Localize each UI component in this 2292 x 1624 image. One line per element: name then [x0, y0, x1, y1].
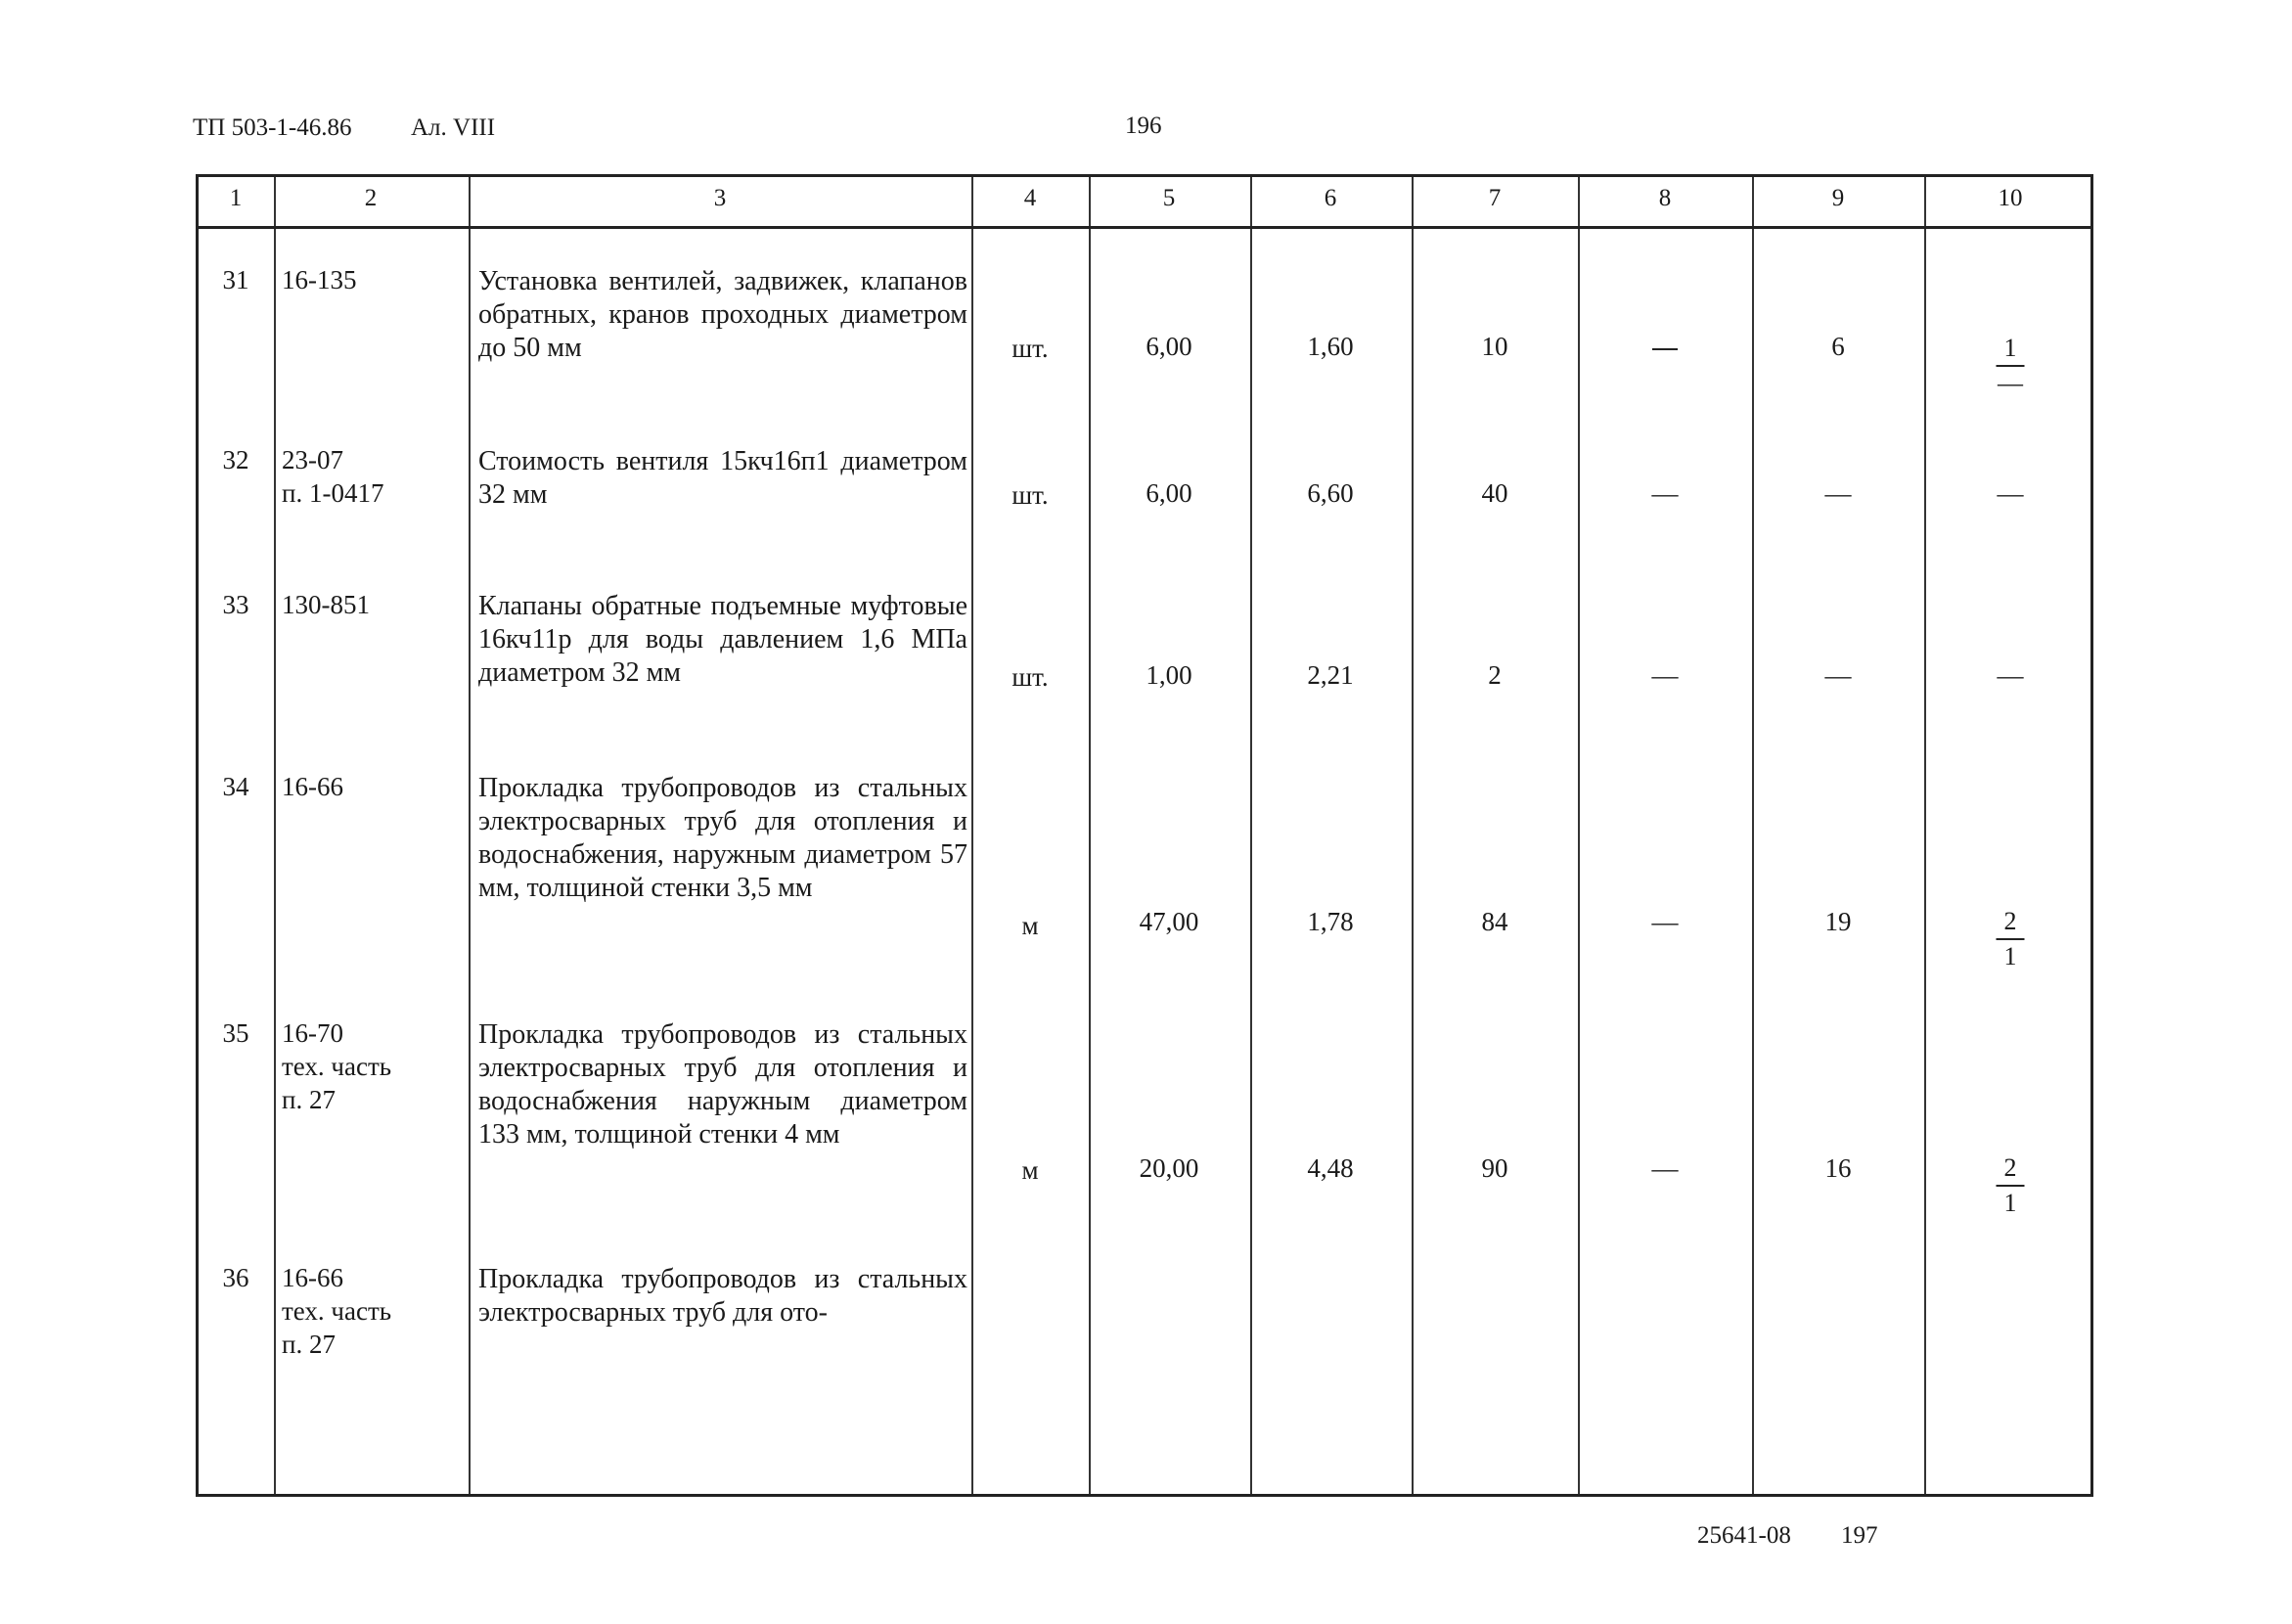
work-description: Установка вентилей, задвижек, клапанов обратных, кранов проходных диаметром до 50 мм: [478, 266, 967, 363]
quantity: 20,00: [1139, 1153, 1199, 1183]
footer-page-number: 197: [1841, 1522, 1878, 1549]
fraction-numerator: 2: [1997, 1153, 2025, 1187]
column-divider: [469, 177, 471, 1494]
norm-code: тех. часть: [282, 1296, 392, 1326]
total-cost: 40: [1481, 478, 1508, 508]
column-divider: [1089, 177, 1091, 1494]
column-9-value: 19: [1824, 907, 1852, 936]
column-9-value: 16: [1824, 1153, 1852, 1183]
unit: шт.: [1011, 334, 1049, 363]
quantity: 47,00: [1139, 907, 1199, 936]
column-8-value: —: [1651, 907, 1679, 936]
column-10-fraction: [1997, 1153, 2025, 1218]
page-number: 196: [1125, 113, 1162, 139]
column-9-value: —: [1824, 660, 1852, 690]
quantity: 6,00: [1146, 332, 1192, 361]
column-10-value: —: [1997, 478, 2024, 508]
column-header: 1: [229, 185, 243, 211]
unit: м: [1021, 1155, 1039, 1185]
quantity: 1,00: [1146, 660, 1192, 690]
row-number: 33: [222, 590, 249, 619]
column-divider: [1578, 177, 1580, 1494]
column-10-fraction: [1997, 334, 2025, 398]
estimate-table: [196, 174, 2093, 1497]
total-cost: 2: [1488, 660, 1502, 690]
norm-code: 16-66: [282, 1263, 343, 1292]
total-cost: 10: [1481, 332, 1508, 361]
norm-code: п. 1-0417: [282, 478, 384, 508]
column-divider: [1924, 177, 1926, 1494]
work-description: Клапаны обратные подъемные муфтовые 16кч11р для воды давлением 1,6 МПа диаметром 32 мм: [478, 591, 967, 688]
column-8-value: —: [1651, 660, 1679, 690]
row-number: 36: [222, 1263, 249, 1292]
column-10-fraction: [1997, 907, 2025, 971]
column-divider: [274, 177, 276, 1494]
norm-code: п. 27: [282, 1330, 336, 1359]
footer-document-code: 25641-08: [1697, 1522, 1791, 1549]
column-header: 7: [1488, 185, 1502, 211]
row-number: 34: [222, 772, 249, 801]
column-9-value: 6: [1831, 332, 1845, 361]
column-header: 2: [364, 185, 378, 211]
column-header: 9: [1831, 185, 1845, 211]
column-10-value: —: [1997, 660, 2024, 690]
norm-code: 16-135: [282, 265, 357, 294]
column-8-value: [1652, 348, 1678, 350]
total-cost: 90: [1481, 1153, 1508, 1183]
unit-cost: 1,78: [1307, 907, 1354, 936]
column-divider: [1250, 177, 1252, 1494]
sheet-label: Ал. VIII: [411, 114, 496, 141]
column-header: 3: [713, 185, 727, 211]
work-description: Прокладка трубопроводов из стальных электросварных труб для отопления и водоснабжения наружным диаметром 133 мм, толщиной стенки 4 мм: [478, 1019, 967, 1150]
column-9-value: —: [1824, 478, 1852, 508]
column-header: 5: [1162, 185, 1176, 211]
column-divider: [971, 177, 973, 1494]
column-divider: [1752, 177, 1754, 1494]
column-divider: [1412, 177, 1414, 1494]
norm-code: 16-70: [282, 1018, 343, 1048]
norm-code: п. 27: [282, 1085, 336, 1114]
column-header: 4: [1023, 185, 1037, 211]
unit: шт.: [1011, 480, 1049, 510]
unit-cost: 4,48: [1307, 1153, 1354, 1183]
work-description: Стоимость вентиля 15кч16п1 диаметром 32 мм: [478, 446, 967, 510]
quantity: 6,00: [1146, 478, 1192, 508]
column-8-value: —: [1651, 1153, 1679, 1183]
norm-code: 16-66: [282, 772, 343, 801]
unit-cost: 1,60: [1307, 332, 1354, 361]
column-8-value: —: [1651, 478, 1679, 508]
work-description: Прокладка трубопроводов из стальных электросварных труб для отопления и водоснабжения, наружным диаметром 57 мм, толщиной стенки 3,5 мм: [478, 773, 967, 903]
document-code: ТП 503-1-46.86: [193, 114, 352, 141]
row-number: 32: [222, 445, 249, 474]
row-number: 31: [222, 265, 249, 294]
unit: м: [1021, 911, 1039, 940]
row-number: 35: [222, 1018, 249, 1048]
fraction-denominator: 1: [2003, 942, 2017, 970]
total-cost: 84: [1481, 907, 1508, 936]
norm-code: 130-851: [282, 590, 370, 619]
unit-cost: 2,21: [1307, 660, 1354, 690]
norm-code: тех. часть: [282, 1052, 392, 1081]
unit-cost: 6,60: [1307, 478, 1354, 508]
unit: шт.: [1011, 662, 1049, 692]
fraction-numerator: 1: [1997, 334, 2025, 367]
column-header: 8: [1658, 185, 1672, 211]
column-header: 10: [1998, 185, 2023, 211]
column-header: 6: [1324, 185, 1337, 211]
work-description: Прокладка трубопроводов из стальных электросварных труб для ото-: [478, 1264, 967, 1328]
fraction-denominator: 1: [2003, 1189, 2017, 1217]
fraction-numerator: 2: [1997, 907, 2025, 940]
norm-code: 23-07: [282, 445, 343, 474]
header-separator: [199, 226, 2090, 229]
fraction-denominator: —: [1998, 369, 2023, 397]
